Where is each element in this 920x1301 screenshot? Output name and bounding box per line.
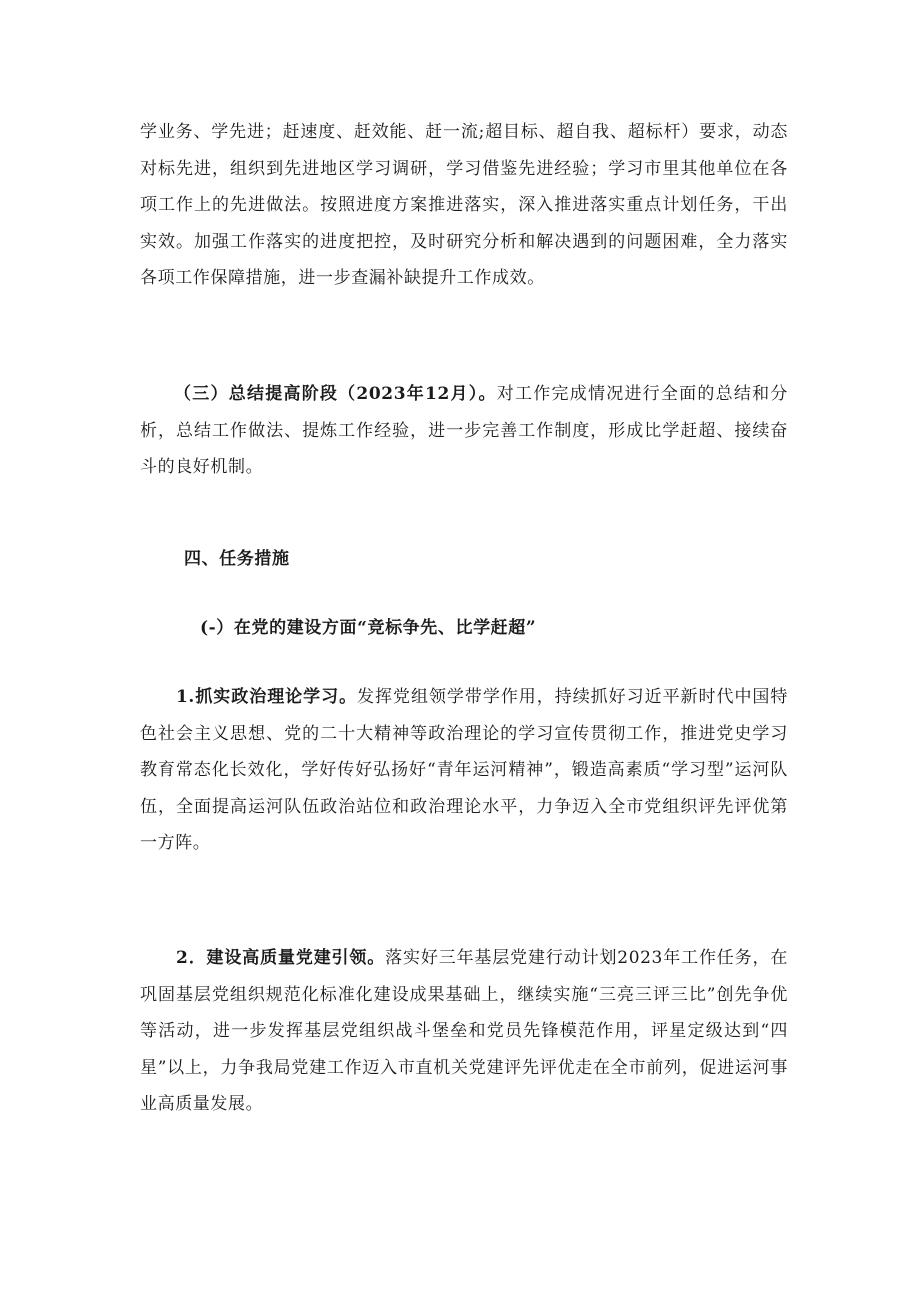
paragraph-party-leadership [140,940,788,1123]
paragraph-lead: 1.抓实政治理论学习。 [176,687,358,707]
section-heading-task-measures: 四、任务措施 [184,549,290,569]
subsection-heading-party-building: (-）在党的建设方面“竞标争先、比学赶超” [200,618,537,638]
paragraph-text: 学业务、学先进；赶速度、赶效能、赶一流;超目标、超自我、超标杆）要求，动态对标先进，组织到先进地区学习调研，学习借鉴先进经验；学习市里其他单位在各项工作上的先进做法。按照进度方案推进落实，深入推进落实重点计划任务，干出实效。加强工作落实的进度把控，及时研究分析和解决遇到的问题困难，全力落实各项工作保障措施，进一步查漏补缺提升工作成效。 [140,122,788,288]
paragraph-political-theory [140,679,788,862]
paragraph-text: 发挥党组领学带学作用，持续抓好习近平新时代中国特色社会主义思想、党的二十大精神等政治理论的学习宣传贯彻工作，推进党史学习教育常态化长效化，学好传好弘扬好“青年运河精神”，锻造高素质“学习型”运河队伍，全面提高运河队伍政治站位和政治理论水平，力争迈入全市党组织评先评优第一方阵。 [140,687,788,853]
paragraph-lead: 2．建设高质量党建引领。 [176,948,386,968]
paragraph-lead: （三）总结提高阶段（2023年12月）。 [174,384,497,404]
paragraph-summary-stage [140,376,788,486]
paragraph-text: 对工作完成情况进行全面的总结和分析，总结工作做法、提炼工作经验，进一步完善工作制度，形成比学赶超、接续奋斗的良好机制。 [140,384,788,477]
paragraph-requirements [140,114,788,297]
paragraph-text: 落实好三年基层党建行动计划2023年工作任务，在巩固基层党组织规范化标准化建设成果基础上，继续实施“三亮三评三比”创先争优等活动，进一步发挥基层党组织战斗堡垒和党员先锋模范作用，评星定级达到“四星”以上，力争我局党建工作迈入市直机关党建评先评优走在全市前列，促进运河事业高质量发展。 [140,948,788,1114]
